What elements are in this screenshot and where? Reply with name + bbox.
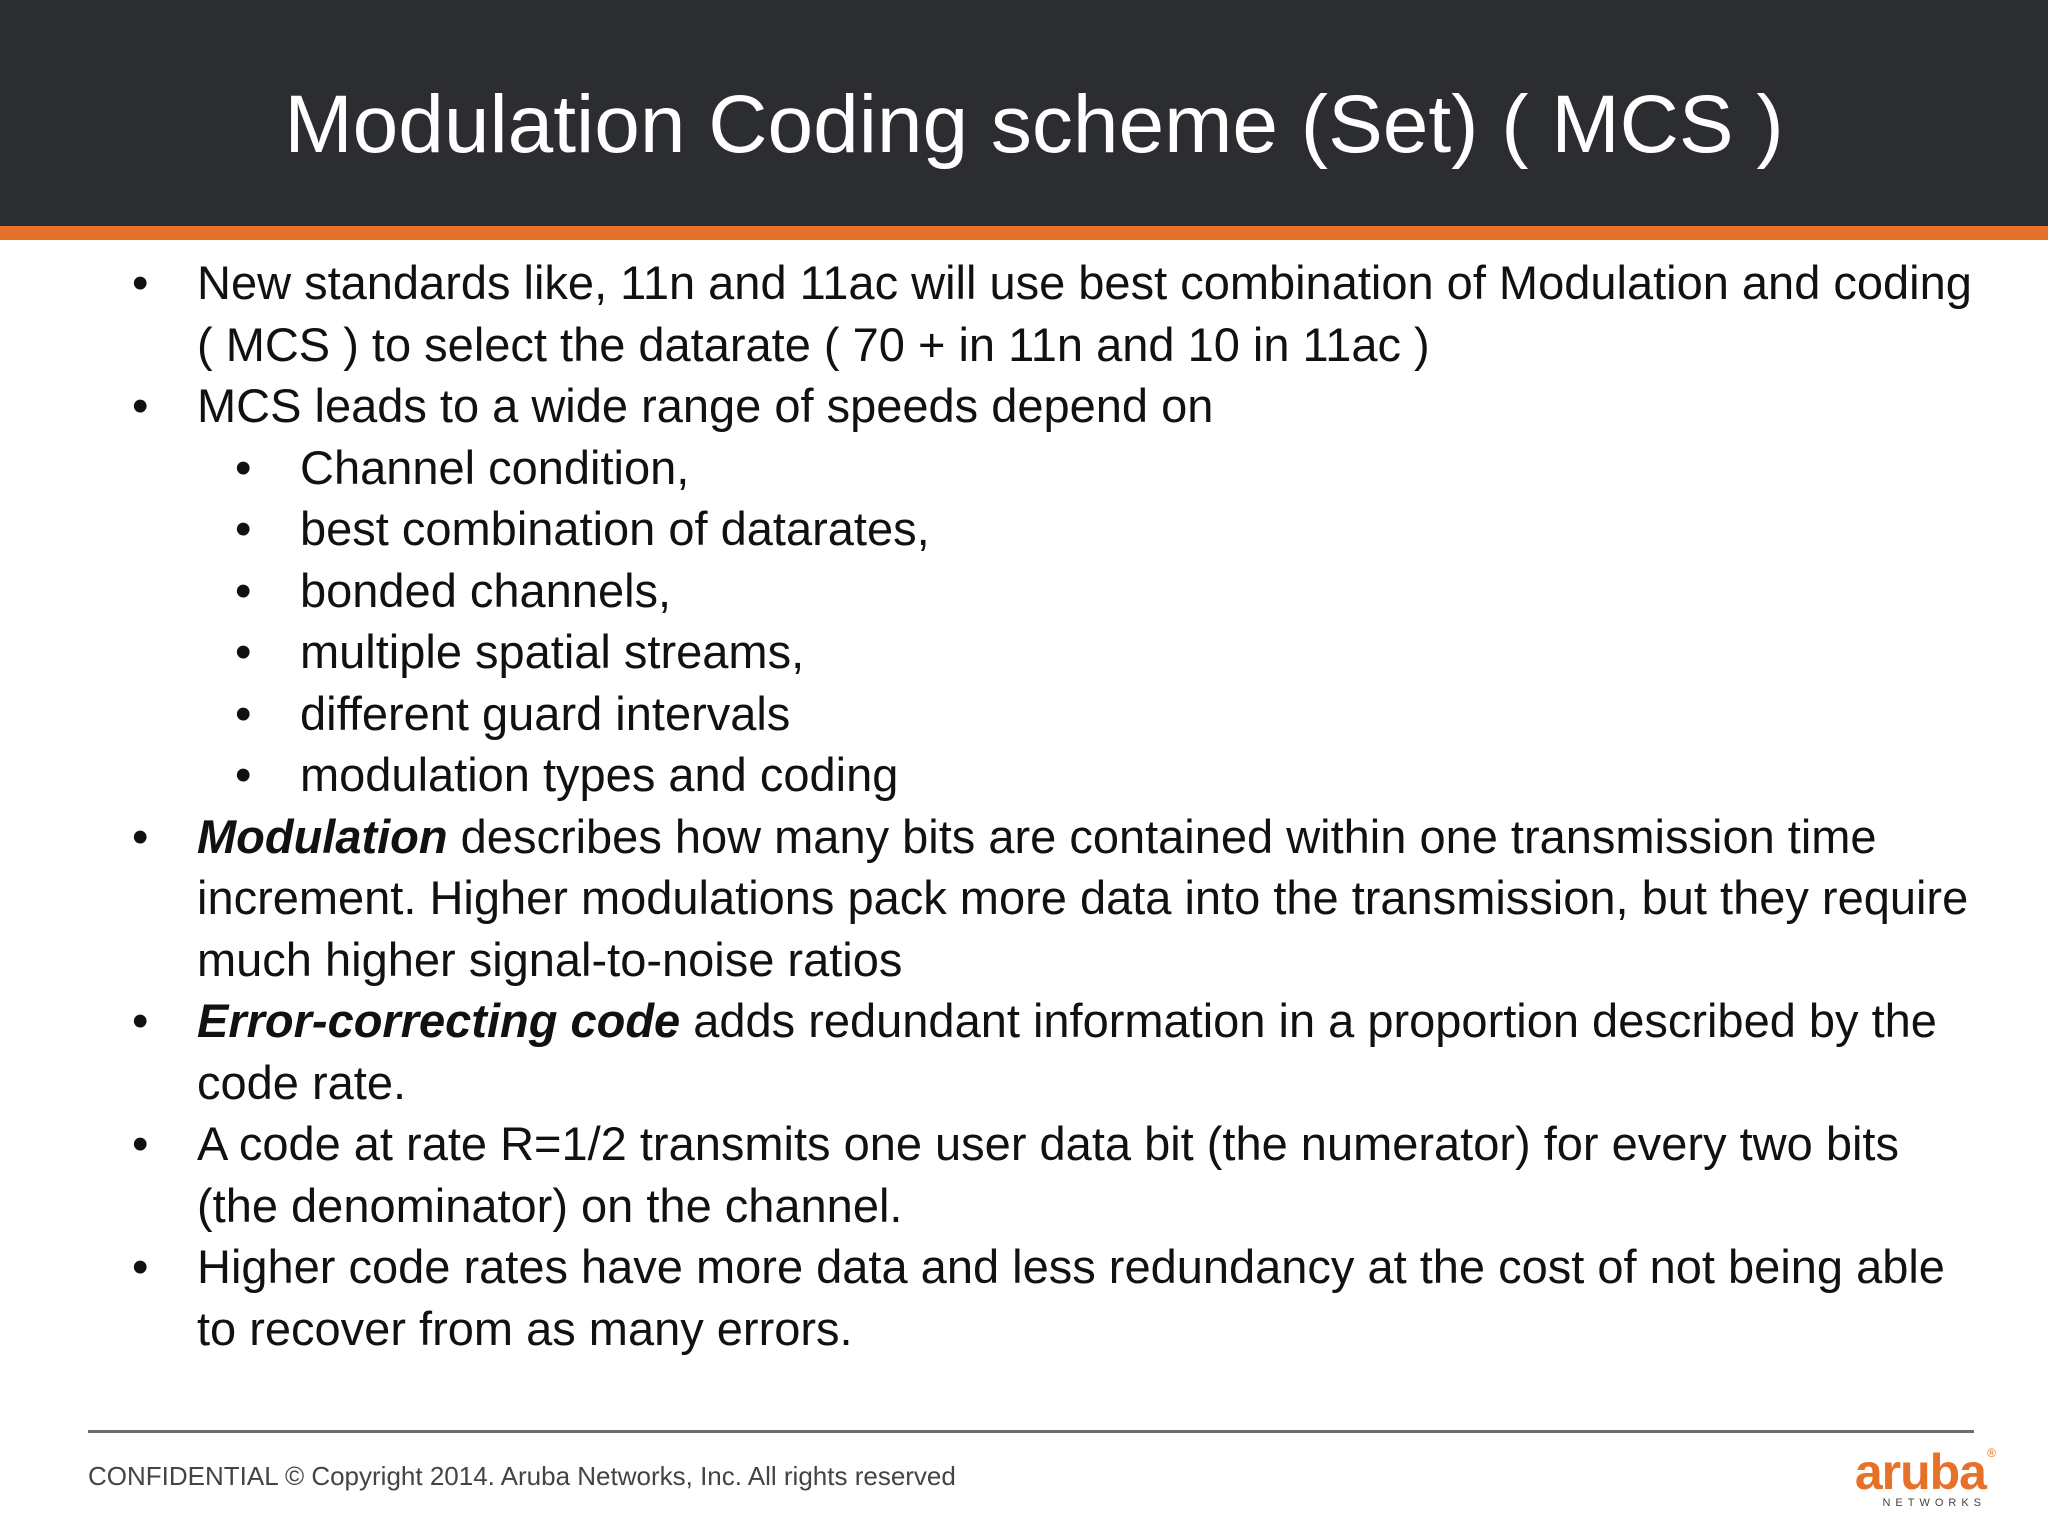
bullet-icon: •	[132, 994, 149, 1047]
sub-bullet-item	[130, 683, 1980, 745]
footer-divider	[88, 1430, 1974, 1433]
aruba-networks-logo	[1836, 1444, 1996, 1510]
emphasis-term: Error-correcting code	[197, 994, 681, 1047]
bullet-icon: •	[235, 563, 252, 617]
bullet-icon: •	[235, 686, 252, 740]
slide-body	[130, 252, 1980, 1359]
sub-bullet-text: different guard intervals	[300, 686, 791, 740]
bullet-item	[130, 990, 1980, 1113]
sub-bullet-item	[130, 498, 1980, 560]
bullet-item	[130, 1236, 1980, 1359]
sub-bullet-text: Channel condition,	[300, 440, 690, 494]
bullet-icon: •	[132, 256, 149, 309]
confidential-notice: CONFIDENTIAL © Copyright 2014. Aruba Networks, Inc. All rights reserved	[88, 1461, 956, 1491]
sub-bullet-text: modulation types and coding	[300, 748, 899, 801]
sub-bullet-item	[130, 560, 1980, 622]
registered-mark: ®	[1987, 1446, 1996, 1460]
accent-stripe	[0, 226, 2048, 240]
bullet-icon: •	[235, 748, 252, 801]
bullet-icon: •	[235, 440, 252, 494]
bullet-icon: •	[132, 1117, 149, 1170]
bullet-item	[130, 375, 1980, 437]
bullet-item	[130, 1113, 1980, 1236]
sub-bullet-text: best combination of datarates,	[300, 502, 930, 555]
title-bar	[0, 0, 2048, 226]
sub-bullet-text: multiple spatial streams,	[300, 625, 805, 678]
sub-bullet-text: bonded channels,	[300, 563, 672, 617]
bullet-icon: •	[235, 502, 252, 555]
sub-bullet-item	[130, 744, 1980, 806]
bullet-text: adds redundant information in a proportion described by the code rate.	[197, 994, 1937, 1109]
bullet-icon: •	[235, 625, 252, 678]
sub-bullet-item	[130, 437, 1980, 499]
sub-bullet-item	[130, 621, 1980, 683]
logo-wordmark: aruba	[1854, 1444, 1986, 1500]
bullet-text: New standards like, 11n and 11ac will use best combination of Modulation and coding ( MCS ) to select the datarate ( 70 + in 11n and 10 in 11ac )	[197, 256, 1972, 371]
bullet-text: describes how many bits are contained within one transmission time increment. Higher modulations pack more data into the transmission, but they require much higher signal-to-noise ratios	[197, 809, 1969, 986]
bullet-icon: •	[132, 379, 149, 432]
bullet-text: Higher code rates have more data and less redundancy at the cost of not being able to recover from as many errors.	[197, 1240, 1945, 1355]
bullet-icon: •	[132, 809, 149, 863]
bullet-item	[130, 252, 1980, 375]
bullet-icon: •	[132, 1240, 149, 1293]
slide-title: Modulation Coding scheme (Set) ( MCS )	[284, 79, 1784, 170]
bullet-text: MCS leads to a wide range of speeds depend on	[197, 379, 1214, 432]
bullet-item	[130, 806, 1980, 991]
logo-subtitle: NETWORKS	[1882, 1497, 1986, 1509]
bullet-text: A code at rate R=1/2 transmits one user data bit (the numerator) for every two bits (the denominator) on the channel.	[197, 1117, 1899, 1232]
emphasis-term: Modulation	[197, 809, 448, 863]
